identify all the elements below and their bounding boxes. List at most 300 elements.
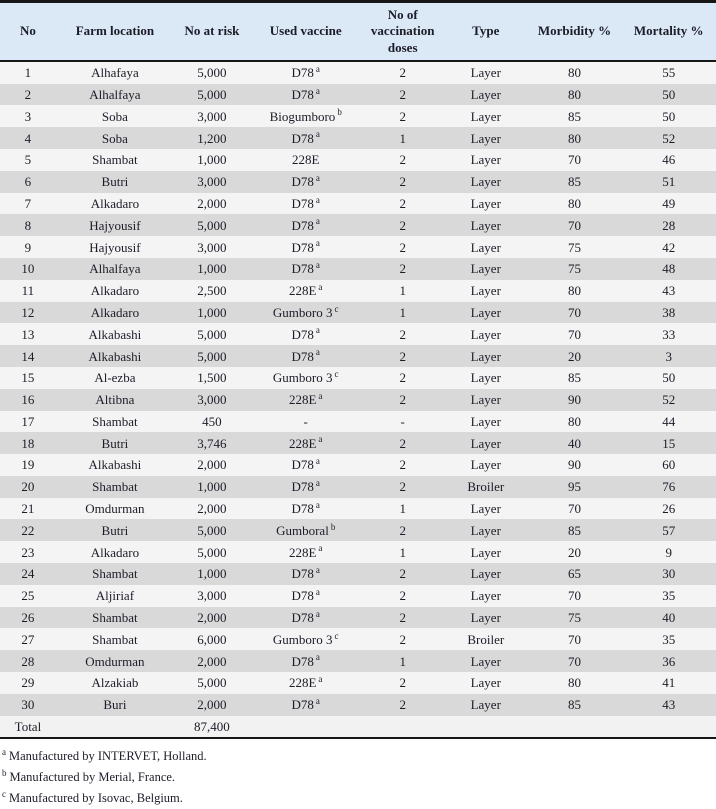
vaccine-footnote-marker: b [337, 107, 342, 118]
table-row [0, 432, 716, 454]
total-row [0, 716, 716, 739]
cell-no-at-risk: 1,000 [174, 258, 250, 280]
cell-mortality: 44 [621, 411, 716, 433]
cell-used-vaccine: D78 $^a$ [250, 84, 362, 106]
cell-no: 4 [0, 127, 56, 149]
footnote-c-text: Manufactured by Isovac, Belgium. [9, 791, 183, 806]
cell-morbidity: 90 [528, 389, 622, 411]
footnote-a-marker: a [2, 747, 6, 758]
vaccine-footnote-marker: c [334, 368, 339, 379]
cell-used-vaccine: 228E $^a$ [250, 432, 362, 454]
cell-mortality: 43 [621, 280, 716, 302]
cell-mortality: 76 [621, 476, 716, 498]
cell-no: 6 [0, 171, 56, 193]
cell-morbidity: 75 [528, 258, 622, 280]
cell-mortality: 40 [621, 607, 716, 629]
cell-doses: 2 [362, 193, 444, 215]
cell-no: 25 [0, 585, 56, 607]
cell-morbidity: 70 [528, 650, 622, 672]
cell-no: 18 [0, 432, 56, 454]
cell-used-vaccine: 228E [250, 149, 362, 171]
cell-morbidity: 95 [528, 476, 622, 498]
cell-morbidity: 70 [528, 585, 622, 607]
cell-type: Layer [444, 541, 528, 563]
cell-used-vaccine: 228E $^a$ [250, 389, 362, 411]
cell-no: 23 [0, 541, 56, 563]
cell-type: Layer [444, 280, 528, 302]
cell-used-vaccine: - [250, 411, 362, 433]
footnote-c [2, 788, 714, 809]
cell-farm-location: Alkabashi [56, 323, 174, 345]
cell-doses: 1 [362, 650, 444, 672]
cell-doses: 2 [362, 389, 444, 411]
cell-no: 13 [0, 323, 56, 345]
cell-no-at-risk: 3,000 [174, 236, 250, 258]
cell-no-at-risk: 5,000 [174, 323, 250, 345]
cell-no-at-risk: 1,000 [174, 149, 250, 171]
cell-no-at-risk: 3,000 [174, 171, 250, 193]
cell-no-at-risk: 5,000 [174, 214, 250, 236]
cell-mortality: 50 [621, 84, 716, 106]
cell-morbidity: 70 [528, 149, 622, 171]
table-row [0, 280, 716, 302]
cell-empty [444, 716, 528, 739]
column-header-no-at-risk: No at risk [174, 2, 250, 61]
cell-no: 7 [0, 193, 56, 215]
cell-used-vaccine: 228E $^a$ [250, 280, 362, 302]
cell-empty [56, 716, 174, 739]
cell-no: 1 [0, 61, 56, 84]
cell-morbidity: 40 [528, 432, 622, 454]
table-row [0, 650, 716, 672]
cell-used-vaccine: D78 $^a$ [250, 236, 362, 258]
cell-doses: 2 [362, 236, 444, 258]
table-row [0, 541, 716, 563]
cell-used-vaccine: D78 $^a$ [250, 650, 362, 672]
cell-mortality: 15 [621, 432, 716, 454]
cell-farm-location: Hajyousif [56, 214, 174, 236]
footnote-b-marker: b [2, 768, 7, 779]
cell-morbidity: 85 [528, 694, 622, 716]
cell-farm-location: Alhalfaya [56, 258, 174, 280]
cell-type: Layer [444, 367, 528, 389]
cell-morbidity: 75 [528, 607, 622, 629]
column-header-type: Type [444, 2, 528, 61]
cell-no: 19 [0, 454, 56, 476]
cell-no: 20 [0, 476, 56, 498]
cell-no-at-risk: 1,000 [174, 302, 250, 324]
cell-mortality: 33 [621, 323, 716, 345]
cell-mortality: 52 [621, 389, 716, 411]
table-row [0, 519, 716, 541]
cell-farm-location: Altibna [56, 389, 174, 411]
cell-doses: 2 [362, 607, 444, 629]
cell-no: 10 [0, 258, 56, 280]
cell-used-vaccine: D78 $^a$ [250, 585, 362, 607]
cell-no-at-risk: 5,000 [174, 345, 250, 367]
cell-farm-location: Butri [56, 432, 174, 454]
cell-used-vaccine: D78 $^a$ [250, 563, 362, 585]
cell-mortality: 48 [621, 258, 716, 280]
cell-doses: 1 [362, 498, 444, 520]
cell-doses: 2 [362, 672, 444, 694]
cell-no: 21 [0, 498, 56, 520]
cell-farm-location: Alkadaro [56, 280, 174, 302]
cell-used-vaccine: D78 $^a$ [250, 607, 362, 629]
table-row [0, 149, 716, 171]
cell-type: Layer [444, 302, 528, 324]
vaccine-footnote-marker: a [318, 390, 323, 401]
cell-doses: 2 [362, 476, 444, 498]
table-row [0, 367, 716, 389]
cell-no-at-risk: 5,000 [174, 541, 250, 563]
cell-type: Layer [444, 563, 528, 585]
cell-no: 2 [0, 84, 56, 106]
cell-mortality: 55 [621, 61, 716, 84]
vaccine-footnote-marker: a [315, 347, 320, 358]
cell-used-vaccine: D78 $^a$ [250, 476, 362, 498]
cell-no: 29 [0, 672, 56, 694]
cell-farm-location: Alkabashi [56, 345, 174, 367]
cell-no: 30 [0, 694, 56, 716]
footnote-a-text: Manufactured by INTERVET, Holland. [9, 749, 207, 764]
cell-doses: 2 [362, 367, 444, 389]
cell-no: 26 [0, 607, 56, 629]
vaccine-footnote-marker: a [318, 434, 323, 445]
cell-empty [621, 716, 716, 739]
cell-no-at-risk: 1,000 [174, 476, 250, 498]
table-row [0, 302, 716, 324]
cell-no: 28 [0, 650, 56, 672]
cell-doses: - [362, 411, 444, 433]
cell-total-at-risk: 87,400 [174, 716, 250, 739]
table-row [0, 476, 716, 498]
cell-used-vaccine: D78 $^a$ [250, 258, 362, 280]
cell-used-vaccine: D78 $^a$ [250, 345, 362, 367]
footnote-b [2, 767, 714, 788]
cell-used-vaccine: Biogumboro $^b$ [250, 105, 362, 127]
cell-doses: 2 [362, 61, 444, 84]
cell-farm-location: Hajyousif [56, 236, 174, 258]
cell-morbidity: 85 [528, 367, 622, 389]
cell-no-at-risk: 5,000 [174, 61, 250, 84]
table-row [0, 454, 716, 476]
cell-no-at-risk: 2,000 [174, 650, 250, 672]
cell-farm-location: Alkadaro [56, 541, 174, 563]
cell-mortality: 38 [621, 302, 716, 324]
cell-doses: 1 [362, 127, 444, 149]
cell-no-at-risk: 450 [174, 411, 250, 433]
vaccine-footnote-marker: a [315, 695, 320, 706]
cell-doses: 1 [362, 541, 444, 563]
cell-used-vaccine: D78 $^a$ [250, 127, 362, 149]
table-row [0, 193, 716, 215]
cell-no-at-risk: 3,000 [174, 389, 250, 411]
cell-farm-location: Shambat [56, 411, 174, 433]
table-row [0, 498, 716, 520]
cell-farm-location: Butri [56, 171, 174, 193]
cell-morbidity: 80 [528, 280, 622, 302]
cell-type: Layer [444, 127, 528, 149]
vaccine-footnote-marker: a [315, 85, 320, 96]
cell-used-vaccine: D78 $^a$ [250, 193, 362, 215]
cell-morbidity: 85 [528, 171, 622, 193]
vaccine-footnote-marker: a [315, 499, 320, 510]
cell-mortality: 49 [621, 193, 716, 215]
cell-morbidity: 70 [528, 628, 622, 650]
cell-no-at-risk: 5,000 [174, 672, 250, 694]
cell-used-vaccine: Gumboro 3 $^c$ [250, 628, 362, 650]
cell-mortality: 28 [621, 214, 716, 236]
header-row [0, 2, 716, 61]
vaccine-footnote-marker: c [334, 303, 339, 314]
cell-morbidity: 85 [528, 519, 622, 541]
cell-doses: 1 [362, 302, 444, 324]
cell-used-vaccine: D78 $^a$ [250, 323, 362, 345]
cell-no-at-risk: 5,000 [174, 519, 250, 541]
cell-type: Layer [444, 258, 528, 280]
vaccine-footnote-marker: a [315, 238, 320, 249]
cell-no: 11 [0, 280, 56, 302]
cell-no: 14 [0, 345, 56, 367]
cell-doses: 2 [362, 519, 444, 541]
cell-farm-location: Shambat [56, 628, 174, 650]
cell-used-vaccine: D78 $^a$ [250, 694, 362, 716]
cell-doses: 1 [362, 280, 444, 302]
cell-farm-location: Alzakiab [56, 672, 174, 694]
cell-farm-location: Alhafaya [56, 61, 174, 84]
footnote-c-marker: c [2, 789, 6, 800]
vaccine-footnote-marker: a [315, 652, 320, 663]
table-row [0, 672, 716, 694]
column-header-no: No [0, 2, 56, 61]
cell-no-at-risk: 5,000 [174, 84, 250, 106]
cell-no: 17 [0, 411, 56, 433]
cell-type: Layer [444, 389, 528, 411]
cell-morbidity: 70 [528, 214, 622, 236]
cell-type: Layer [444, 432, 528, 454]
cell-no: 15 [0, 367, 56, 389]
cell-farm-location: Alhalfaya [56, 84, 174, 106]
footnotes [0, 739, 716, 809]
cell-doses: 2 [362, 345, 444, 367]
cell-doses: 2 [362, 694, 444, 716]
cell-type: Layer [444, 84, 528, 106]
cell-doses: 2 [362, 563, 444, 585]
cell-mortality: 50 [621, 367, 716, 389]
cell-type: Layer [444, 214, 528, 236]
cell-no-at-risk: 6,000 [174, 628, 250, 650]
table-row [0, 694, 716, 716]
cell-farm-location: Soba [56, 127, 174, 149]
table-row [0, 411, 716, 433]
cell-type: Broiler [444, 476, 528, 498]
cell-no-at-risk: 3,000 [174, 105, 250, 127]
cell-no-at-risk: 2,000 [174, 607, 250, 629]
cell-morbidity: 80 [528, 61, 622, 84]
vaccine-footnote-marker: a [315, 586, 320, 597]
cell-no-at-risk: 1,500 [174, 367, 250, 389]
cell-morbidity: 70 [528, 302, 622, 324]
cell-no: 5 [0, 149, 56, 171]
cell-mortality: 57 [621, 519, 716, 541]
cell-type: Layer [444, 193, 528, 215]
cell-doses: 2 [362, 432, 444, 454]
table-row [0, 585, 716, 607]
vaccine-footnote-marker: a [315, 63, 320, 74]
cell-farm-location: Shambat [56, 563, 174, 585]
column-header-mortality: Mortality % [621, 2, 716, 61]
cell-mortality: 35 [621, 585, 716, 607]
table-row [0, 105, 716, 127]
cell-doses: 2 [362, 585, 444, 607]
table-row [0, 345, 716, 367]
table-header [0, 2, 716, 61]
cell-no: 3 [0, 105, 56, 127]
cell-farm-location: Shambat [56, 476, 174, 498]
cell-used-vaccine: D78 $^a$ [250, 498, 362, 520]
vaccine-footnote-marker: a [315, 259, 320, 270]
cell-used-vaccine: 228E $^a$ [250, 541, 362, 563]
cell-farm-location: Aljiriaf [56, 585, 174, 607]
cell-farm-location: Omdurman [56, 650, 174, 672]
cell-doses: 2 [362, 149, 444, 171]
table-row [0, 258, 716, 280]
cell-used-vaccine: Gumboro 3 $^c$ [250, 302, 362, 324]
cell-morbidity: 70 [528, 498, 622, 520]
cell-no-at-risk: 2,000 [174, 193, 250, 215]
cell-no: 22 [0, 519, 56, 541]
footnote-a [2, 746, 714, 767]
cell-used-vaccine: D78 $^a$ [250, 171, 362, 193]
cell-mortality: 60 [621, 454, 716, 476]
table-row [0, 127, 716, 149]
cell-type: Layer [444, 323, 528, 345]
table-row [0, 323, 716, 345]
vaccine-footnote-marker: a [315, 172, 320, 183]
vaccine-footnote-marker: a [315, 216, 320, 227]
cell-no: 8 [0, 214, 56, 236]
vaccine-footnote-marker: a [315, 456, 320, 467]
vaccine-footnote-marker: a [315, 129, 320, 140]
cell-doses: 2 [362, 454, 444, 476]
cell-morbidity: 85 [528, 105, 622, 127]
cell-farm-location: Soba [56, 105, 174, 127]
cell-morbidity: 80 [528, 411, 622, 433]
table-row [0, 607, 716, 629]
cell-no-at-risk: 3,000 [174, 585, 250, 607]
table-row [0, 61, 716, 84]
cell-no: 12 [0, 302, 56, 324]
cell-doses: 2 [362, 171, 444, 193]
cell-farm-location: Omdurman [56, 498, 174, 520]
vaccine-footnote-marker: a [315, 194, 320, 205]
cell-empty [250, 716, 362, 739]
cell-used-vaccine: Gumboro 3 $^c$ [250, 367, 362, 389]
cell-total-label: Total [0, 716, 56, 739]
cell-mortality: 42 [621, 236, 716, 258]
table-row [0, 171, 716, 193]
table-body [0, 61, 716, 739]
vaccine-footnote-marker: a [315, 608, 320, 619]
cell-no-at-risk: 2,000 [174, 454, 250, 476]
table-row [0, 236, 716, 258]
cell-mortality: 36 [621, 650, 716, 672]
cell-farm-location: Alkadaro [56, 193, 174, 215]
cell-mortality: 9 [621, 541, 716, 563]
footnote-b-text: Manufactured by Merial, France. [9, 770, 176, 785]
cell-no-at-risk: 1,000 [174, 563, 250, 585]
cell-mortality: 51 [621, 171, 716, 193]
vaccine-footnote-marker: c [334, 630, 339, 641]
cell-morbidity: 65 [528, 563, 622, 585]
cell-doses: 2 [362, 323, 444, 345]
cell-mortality: 3 [621, 345, 716, 367]
cell-empty [528, 716, 622, 739]
table-row [0, 389, 716, 411]
cell-no: 27 [0, 628, 56, 650]
cell-no-at-risk: 2,000 [174, 694, 250, 716]
cell-farm-location: Al-ezba [56, 367, 174, 389]
cell-morbidity: 70 [528, 323, 622, 345]
cell-mortality: 41 [621, 672, 716, 694]
column-header-morbidity: Morbidity % [528, 2, 622, 61]
cell-empty [362, 716, 444, 739]
cell-type: Layer [444, 498, 528, 520]
cell-morbidity: 90 [528, 454, 622, 476]
cell-mortality: 30 [621, 563, 716, 585]
cell-doses: 2 [362, 628, 444, 650]
cell-type: Layer [444, 454, 528, 476]
table-row [0, 84, 716, 106]
cell-type: Broiler [444, 628, 528, 650]
cell-type: Layer [444, 411, 528, 433]
column-header-used-vaccine: Used vaccine [250, 2, 362, 61]
cell-morbidity: 20 [528, 345, 622, 367]
cell-morbidity: 80 [528, 672, 622, 694]
cell-mortality: 46 [621, 149, 716, 171]
cell-doses: 2 [362, 105, 444, 127]
cell-no: 16 [0, 389, 56, 411]
cell-type: Layer [444, 585, 528, 607]
cell-mortality: 43 [621, 694, 716, 716]
cell-morbidity: 20 [528, 541, 622, 563]
cell-mortality: 52 [621, 127, 716, 149]
cell-mortality: 35 [621, 628, 716, 650]
table-row [0, 563, 716, 585]
cell-type: Layer [444, 345, 528, 367]
cell-morbidity: 80 [528, 193, 622, 215]
cell-doses: 2 [362, 214, 444, 236]
cell-type: Layer [444, 607, 528, 629]
cell-farm-location: Butri [56, 519, 174, 541]
vaccine-footnote-marker: a [315, 565, 320, 576]
cell-mortality: 26 [621, 498, 716, 520]
cell-used-vaccine: Gumboral $^b$ [250, 519, 362, 541]
vaccine-footnote-marker: b [330, 521, 336, 532]
cell-morbidity: 80 [528, 127, 622, 149]
cell-no-at-risk: 3,746 [174, 432, 250, 454]
cell-doses: 2 [362, 84, 444, 106]
column-header-farm-location: Farm location [56, 2, 174, 61]
cell-used-vaccine: 228E $^a$ [250, 672, 362, 694]
cell-farm-location: Shambat [56, 607, 174, 629]
cell-farm-location: Alkadaro [56, 302, 174, 324]
cell-no-at-risk: 2,000 [174, 498, 250, 520]
cell-doses: 2 [362, 258, 444, 280]
column-header-vaccination-doses: No of vaccination doses [362, 2, 444, 61]
cell-type: Layer [444, 149, 528, 171]
